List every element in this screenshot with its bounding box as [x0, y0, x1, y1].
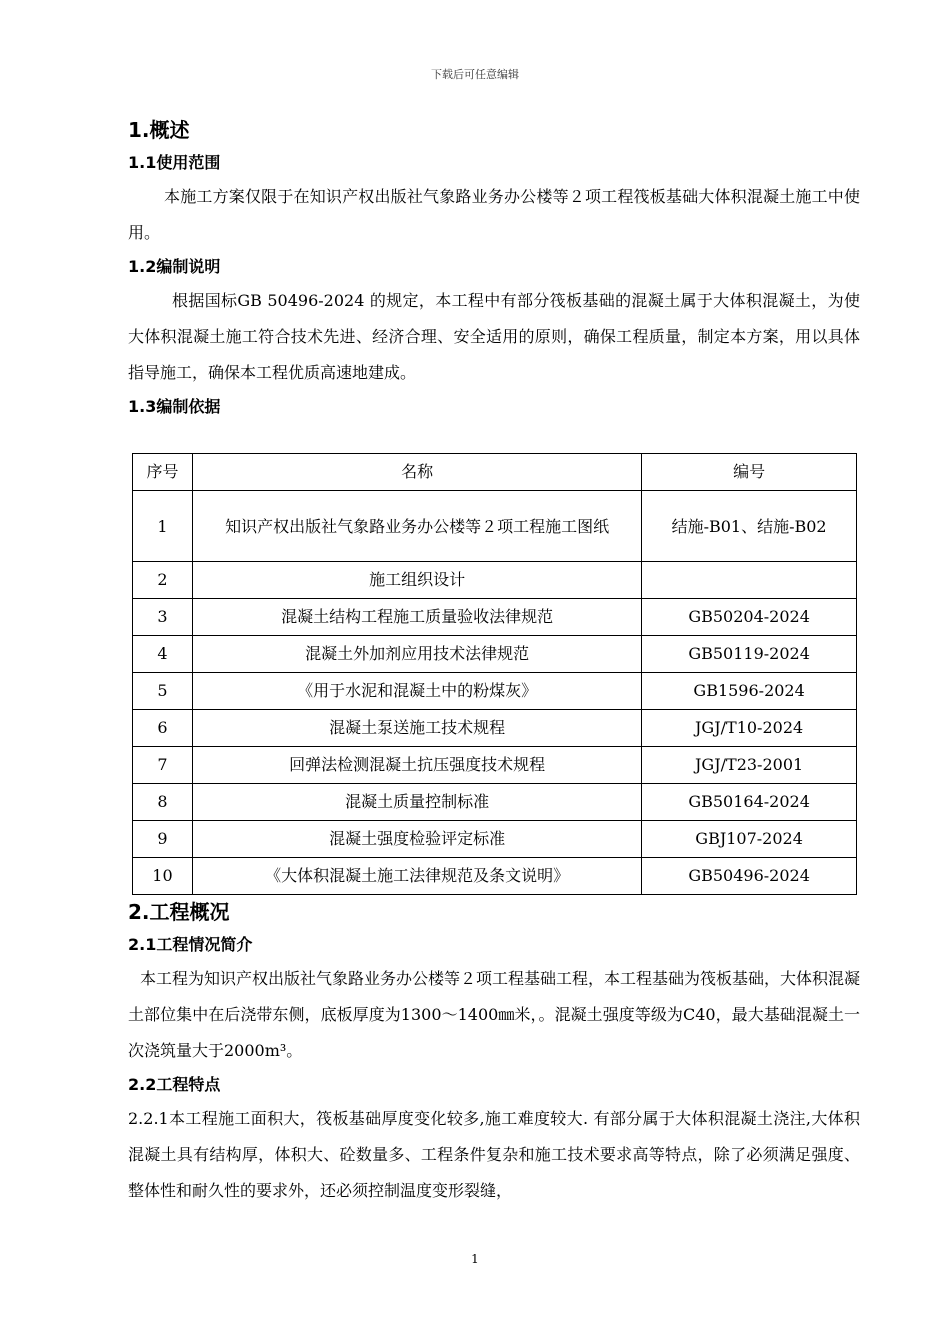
- row-name: 混凝土外加剂应用技术法律规范: [192, 636, 641, 673]
- header-cell: 名称: [192, 454, 641, 491]
- row-name: 《用于水泥和混凝土中的粉煤灰》: [192, 673, 641, 710]
- row-name: 混凝土泵送施工技术规程: [192, 710, 641, 747]
- row-name: 知识产权出版社气象路业务办公楼等２项工程施工图纸: [192, 491, 641, 562]
- section-2-title: 2.工程概况: [128, 900, 230, 924]
- basis-table: [132, 453, 857, 895]
- row-index: 8: [133, 784, 193, 821]
- row-name: 回弹法检测混凝土抗压强度技术规程: [192, 747, 641, 784]
- section-2-2-title: 2.2工程特点: [128, 1075, 221, 1094]
- row-code: JGJ/T23-2001: [642, 747, 857, 784]
- section-1-3-title: 1.3编制依据: [128, 397, 221, 416]
- row-code: GB1596-2024: [642, 673, 857, 710]
- section-2-1-title: 2.1工程情况简介: [128, 935, 253, 954]
- table-row: [133, 636, 857, 673]
- row-index: 5: [133, 673, 193, 710]
- table-row: [133, 491, 857, 562]
- section-1-title: 1.概述: [128, 118, 190, 142]
- table-row: [133, 747, 857, 784]
- section-2-1-text: 本工程为知识产权出版社气象路业务办公楼等２项工程基础工程，本工程基础为筏板基础，大体积混凝土部位集中在后浇带东侧，底板厚度为1300～1400㎜米，。混凝土强度等级为C40，最大基础混凝土一次浇筑量大于2000m³。: [128, 969, 861, 1060]
- row-code: [642, 562, 857, 599]
- table-row: [133, 784, 857, 821]
- row-name: 混凝土质量控制标准: [192, 784, 641, 821]
- row-index: 6: [133, 710, 193, 747]
- row-index: 3: [133, 599, 193, 636]
- header-cell: 序号: [133, 454, 193, 491]
- section-1-2-title: 1.2编制说明: [128, 257, 221, 276]
- table-row: [133, 673, 857, 710]
- row-name: 施工组织设计: [192, 562, 641, 599]
- row-name: 混凝土结构工程施工质量验收法律规范: [192, 599, 641, 636]
- row-code: 结施-B01、结施-B02: [642, 491, 857, 562]
- table-row: [133, 599, 857, 636]
- header-cell: 编号: [642, 454, 857, 491]
- page-number: 1: [471, 1252, 479, 1266]
- table-row: [133, 858, 857, 895]
- section-1-2-text: 根据国标GB 50496-2024 的规定，本工程中有部分筏板基础的混凝土属于大体积混凝土，为使大体积混凝土施工符合技术先进、经济合理、安全适用的原则，确保工程质量，制定本方案，用以具体指导施工，确保本工程优质高速地建成。: [128, 291, 860, 382]
- page-header: 下载后可任意编辑: [431, 68, 519, 81]
- row-code: GB50496-2024: [642, 858, 857, 895]
- row-index: 1: [133, 491, 193, 562]
- row-index: 2: [133, 562, 193, 599]
- row-code: GB50204-2024: [642, 599, 857, 636]
- row-index: 9: [133, 821, 193, 858]
- row-name: 《大体积混凝土施工法律规范及条文说明》: [192, 858, 641, 895]
- table-row: [133, 562, 857, 599]
- section-1-1-text: 本施工方案仅限于在知识产权出版社气象路业务办公楼等２项工程筏板基础大体积混凝土施工中使用。: [128, 187, 860, 242]
- row-index: 4: [133, 636, 193, 673]
- table-row: [133, 710, 857, 747]
- table-header-row: [133, 454, 857, 491]
- row-code: GBJ107-2024: [642, 821, 857, 858]
- section-2-2-text: 2.2.1本工程施工面积大，筏板基础厚度变化较多,施工难度较大. 有部分属于大体积混凝土浇注,大体积混凝土具有结构厚，体积大、砼数量多、工程条件复杂和施工技术要求高等特点，除了必须满足强度、整体性和耐久性的要求外，还必须控制温度变形裂缝，: [128, 1109, 860, 1200]
- row-index: 7: [133, 747, 193, 784]
- row-code: GB50119-2024: [642, 636, 857, 673]
- row-name: 混凝土强度检验评定标准: [192, 821, 641, 858]
- document-body: [128, 113, 860, 1209]
- row-index: 10: [133, 858, 193, 895]
- section-1-1-title: 1.1使用范围: [128, 153, 221, 172]
- table-row: [133, 821, 857, 858]
- row-code: JGJ/T10-2024: [642, 710, 857, 747]
- row-code: GB50164-2024: [642, 784, 857, 821]
